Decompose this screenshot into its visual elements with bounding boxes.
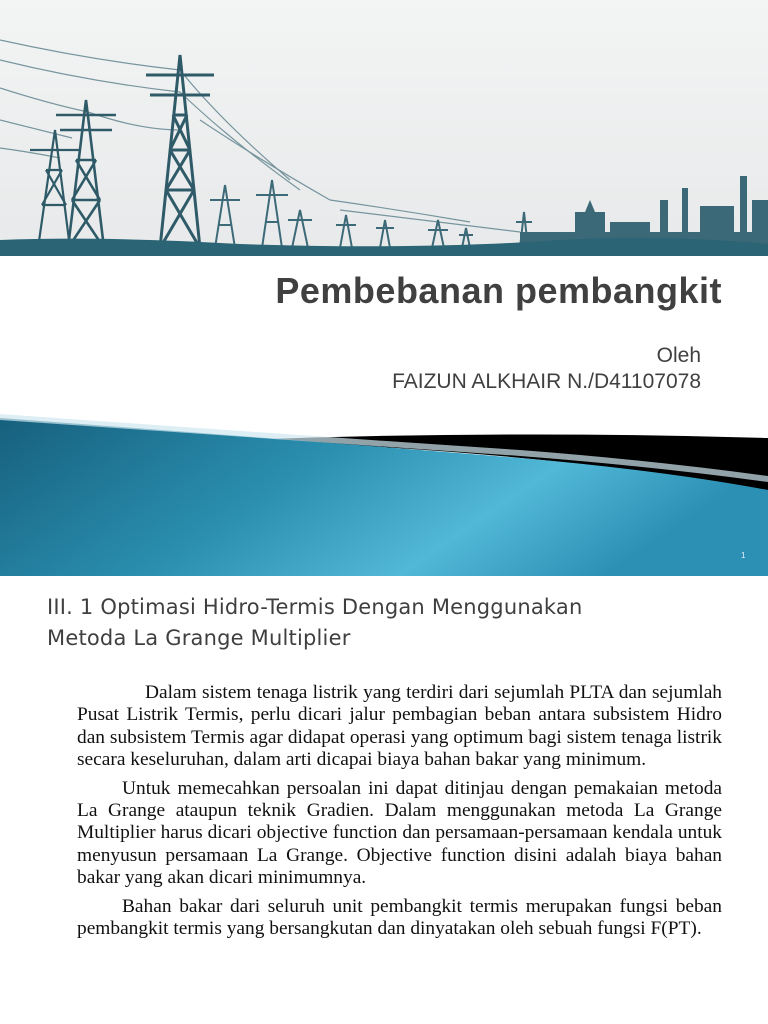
power-lines-banner	[0, 0, 768, 256]
section-heading	[47, 592, 747, 654]
content-slide	[0, 576, 768, 1024]
sky-background	[0, 0, 768, 256]
section-heading-line2: Metoda La Grange Multiplier	[47, 626, 351, 650]
body-text	[77, 682, 722, 946]
section-heading-line1: III. 1 Optimasi Hidro-Termis Dengan Menggunakan	[47, 595, 583, 619]
paragraph-2: Untuk memecahkan persoalan ini dapat ditinjau dengan pemakaian metoda La Grange ataupun teknik Gradien. Dalam menggunakan metoda La Grange Multiplier harus dicari objective function dan persamaan-persamaan kendala untuk menyusun persamaan La Grange. Objective function disini adalah biaya bahan bakar yang akan dicari minimumnya.	[77, 777, 722, 889]
paragraph-1: Dalam sistem tenaga listrik yang terdiri dari sejumlah PLTA dan sejumlah Pusat Listrik Termis, perlu dicari jalur pembagian beban antara subsistem Hidro dan subsistem Termis agar didapat operasi yang optimum bagi sistem tenaga listrik secara keseluruhan, dalam arti dicapai biaya bahan bakar yang minimum.	[77, 682, 722, 771]
slide-title: Pembebanan pembangkit	[275, 270, 722, 311]
byline-oleh: Oleh	[656, 344, 701, 367]
byline-author: FAIZUN ALKHAIR N./D41107078	[392, 370, 701, 393]
slide-number: 1	[741, 551, 746, 560]
author-byline	[392, 343, 701, 395]
paragraph-3: Bahan bakar dari seluruh unit pembangkit termis merupakan fungsi beban pembangkit termis yang bersangkutan dan dinyatakan oleh sebuah fungsi F(PT).	[77, 895, 722, 940]
decorative-swoosh	[0, 410, 768, 576]
